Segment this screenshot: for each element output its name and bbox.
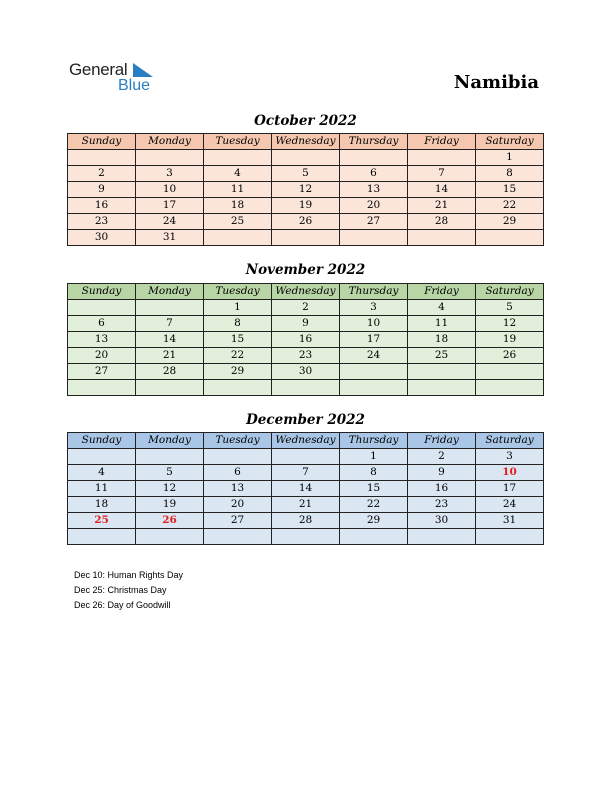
day-cell: 31 [136,230,204,246]
day-cell: 17 [136,198,204,214]
week-row [68,364,544,380]
weekday-header: Wednesday [272,433,340,449]
day-cell [408,150,476,166]
weekday-header: Saturday [476,284,544,300]
logo-triangle-icon [133,63,153,77]
weekday-header: Saturday [476,433,544,449]
day-cell: 14 [136,332,204,348]
day-cell: 9 [272,316,340,332]
day-cell: 1 [340,449,408,465]
day-cell: 17 [340,332,408,348]
day-cell: 9 [68,182,136,198]
day-cell [476,380,544,396]
week-row [68,150,544,166]
day-cell: 27 [204,513,272,529]
day-cell: 28 [408,214,476,230]
day-cell [340,380,408,396]
calendar-december [67,432,544,545]
weekday-header: Sunday [68,284,136,300]
day-cell [408,380,476,396]
week-row [68,529,544,545]
week-row [68,332,544,348]
day-cell: 29 [476,214,544,230]
day-cell: 16 [272,332,340,348]
day-cell: 12 [136,481,204,497]
day-cell: 21 [272,497,340,513]
day-cell: 1 [476,150,544,166]
day-cell: 10 [136,182,204,198]
day-cell: 10 [340,316,408,332]
day-cell: 5 [272,166,340,182]
month-title-november: November 2022 [245,262,366,278]
weekday-header-row [68,433,544,449]
day-cell: 6 [68,316,136,332]
weekday-header-row [68,284,544,300]
day-cell: 13 [204,481,272,497]
week-row [68,497,544,513]
weekday-header: Sunday [68,134,136,150]
day-cell: 7 [408,166,476,182]
day-cell: 28 [272,513,340,529]
day-cell: 11 [68,481,136,497]
day-cell: 12 [272,182,340,198]
weekday-header: Tuesday [204,433,272,449]
day-cell: 3 [136,166,204,182]
weekday-header: Friday [408,433,476,449]
day-cell: 8 [204,316,272,332]
day-cell: 26 [136,513,204,529]
weekday-header: Thursday [340,134,408,150]
holiday-list [74,568,183,613]
day-cell [136,150,204,166]
day-cell: 9 [408,465,476,481]
day-cell [136,449,204,465]
week-row [68,513,544,529]
weekday-header: Monday [136,433,204,449]
day-cell: 5 [476,300,544,316]
week-row [68,214,544,230]
day-cell: 25 [408,348,476,364]
day-cell: 19 [272,198,340,214]
day-cell [204,150,272,166]
weekday-header: Thursday [340,284,408,300]
day-cell: 13 [340,182,408,198]
day-cell [272,449,340,465]
week-row [68,481,544,497]
day-cell: 26 [272,214,340,230]
day-cell: 6 [204,465,272,481]
weekday-header: Tuesday [204,284,272,300]
calendar-november [67,283,544,396]
day-cell [136,300,204,316]
day-cell: 20 [204,497,272,513]
day-cell [204,230,272,246]
day-cell: 15 [204,332,272,348]
day-cell: 3 [340,300,408,316]
weekday-header: Wednesday [272,134,340,150]
day-cell: 13 [68,332,136,348]
day-cell [476,529,544,545]
weekday-header-row [68,134,544,150]
week-row [68,380,544,396]
day-cell: 4 [408,300,476,316]
week-row [68,348,544,364]
day-cell [408,529,476,545]
day-cell: 23 [68,214,136,230]
day-cell: 27 [68,364,136,380]
day-cell: 4 [68,465,136,481]
day-cell: 3 [476,449,544,465]
day-cell [272,380,340,396]
day-cell: 10 [476,465,544,481]
weekday-header: Monday [136,284,204,300]
day-cell [408,364,476,380]
day-cell: 24 [340,348,408,364]
day-cell: 31 [476,513,544,529]
day-cell: 14 [408,182,476,198]
day-cell: 2 [408,449,476,465]
day-cell [68,380,136,396]
weekday-header: Friday [408,134,476,150]
day-cell: 29 [340,513,408,529]
country-title: Namibia [453,72,539,93]
logo-blue-text: Blue [118,77,151,94]
day-cell: 2 [272,300,340,316]
weekday-header: Tuesday [204,134,272,150]
day-cell [476,230,544,246]
day-cell: 20 [340,198,408,214]
day-cell [204,449,272,465]
day-cell: 14 [272,481,340,497]
day-cell: 30 [68,230,136,246]
week-row [68,316,544,332]
day-cell [340,150,408,166]
day-cell: 21 [136,348,204,364]
day-cell [340,529,408,545]
day-cell: 11 [204,182,272,198]
day-cell [272,150,340,166]
day-cell: 15 [340,481,408,497]
day-cell: 24 [136,214,204,230]
day-cell [340,230,408,246]
day-cell: 22 [476,198,544,214]
day-cell: 11 [408,316,476,332]
day-cell: 21 [408,198,476,214]
day-cell [68,300,136,316]
month-title-december: December 2022 [246,412,365,428]
weekday-header: Thursday [340,433,408,449]
week-row [68,166,544,182]
day-cell: 12 [476,316,544,332]
day-cell: 20 [68,348,136,364]
day-cell: 8 [340,465,408,481]
day-cell [476,364,544,380]
day-cell: 1 [204,300,272,316]
calendar-october [67,133,544,246]
day-cell: 16 [68,198,136,214]
holiday-item: Dec 10: Human Rights Day [74,570,184,580]
day-cell: 17 [476,481,544,497]
week-row [68,300,544,316]
day-cell [340,364,408,380]
day-cell: 26 [476,348,544,364]
week-row [68,449,544,465]
day-cell [68,449,136,465]
weekday-header: Saturday [476,134,544,150]
day-cell: 24 [476,497,544,513]
week-row [68,465,544,481]
holiday-item: Dec 25: Christmas Day [74,585,167,595]
day-cell [136,529,204,545]
day-cell: 18 [408,332,476,348]
day-cell [68,150,136,166]
day-cell: 22 [204,348,272,364]
day-cell: 16 [408,481,476,497]
day-cell: 4 [204,166,272,182]
logo-general-text: General [69,60,128,79]
day-cell: 30 [408,513,476,529]
day-cell: 27 [340,214,408,230]
day-cell [272,529,340,545]
day-cell: 7 [136,316,204,332]
day-cell [408,230,476,246]
day-cell: 25 [204,214,272,230]
month-title-october: October 2022 [254,113,357,129]
day-cell [272,230,340,246]
day-cell [204,380,272,396]
week-row [68,182,544,198]
day-cell: 22 [340,497,408,513]
week-row [68,198,544,214]
day-cell: 25 [68,513,136,529]
day-cell: 6 [340,166,408,182]
weekday-header: Wednesday [272,284,340,300]
day-cell: 28 [136,364,204,380]
day-cell [136,380,204,396]
day-cell: 18 [68,497,136,513]
week-row [68,230,544,246]
day-cell: 19 [476,332,544,348]
weekday-header: Monday [136,134,204,150]
weekday-header: Friday [408,284,476,300]
generalblue-logo [69,60,169,96]
holiday-item: Dec 26: Day of Goodwill [74,600,171,610]
day-cell: 2 [68,166,136,182]
day-cell: 18 [204,198,272,214]
day-cell: 5 [136,465,204,481]
day-cell: 29 [204,364,272,380]
day-cell: 23 [272,348,340,364]
day-cell: 19 [136,497,204,513]
day-cell: 8 [476,166,544,182]
weekday-header: Sunday [68,433,136,449]
day-cell: 23 [408,497,476,513]
day-cell: 7 [272,465,340,481]
day-cell [204,529,272,545]
day-cell: 15 [476,182,544,198]
day-cell: 30 [272,364,340,380]
day-cell [68,529,136,545]
